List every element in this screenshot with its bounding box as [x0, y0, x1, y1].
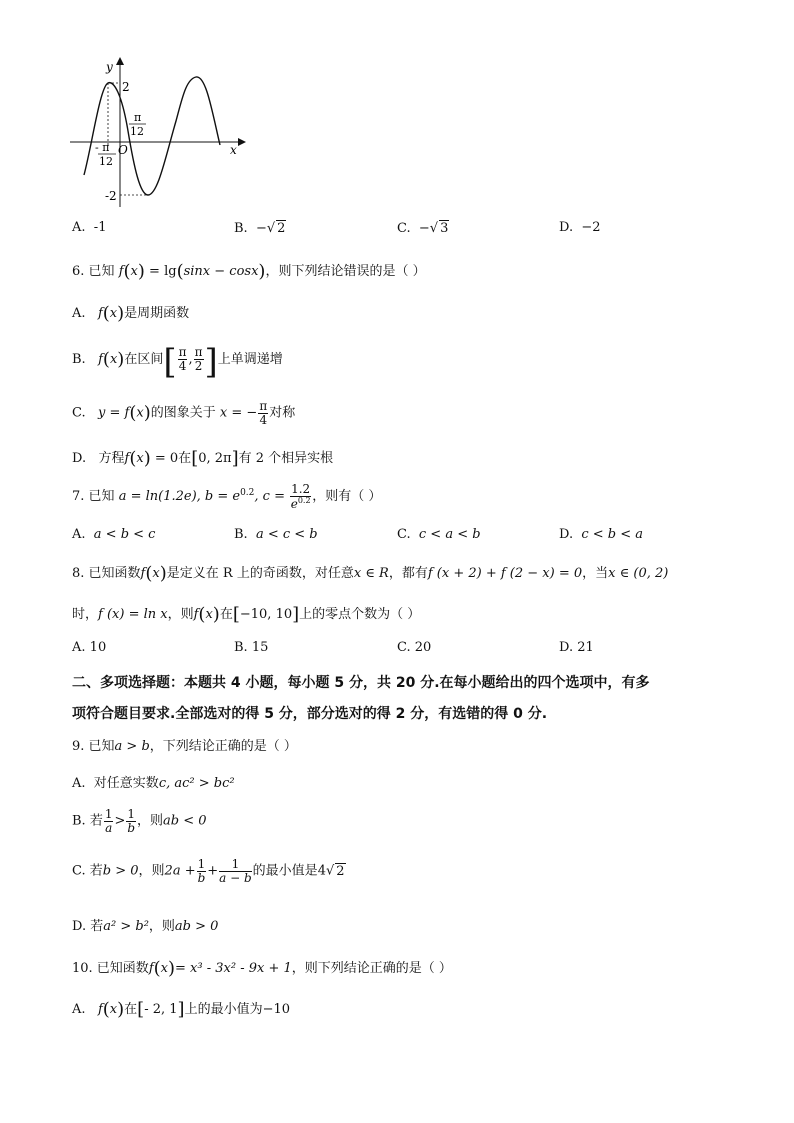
q5-option-d: D. −2 [559, 220, 601, 235]
neg-pi12-num: - π [95, 141, 110, 154]
q8-stem-line2: 时，f (x) = ln x，则f(x)在[−10, 10]上的零点个数为（ ） [72, 604, 421, 625]
sine-graph [66, 55, 256, 215]
y-min-label: -2 [105, 189, 117, 203]
q6-option-b: B. f(x)在区间[ $\frac{\pi}{4}$ , $\frac{\pi}{2}$ ]上单调递增 [72, 342, 283, 382]
origin-label: O [118, 143, 128, 157]
q8-option-b: B. 15 [234, 640, 269, 655]
q7-option-d: D. c < b < a [559, 527, 644, 542]
section2-line1: 二、多项选择题：本题共 4 小题，每小题 5 分，共 20 分.在每小题给出的四个选项中，有多 [72, 675, 650, 691]
q6-option-a: A. f(x)是周期函数 [72, 303, 190, 324]
y-axis-arrow [116, 57, 124, 65]
frac-1-a: $\frac{1}{a}$ [104, 807, 113, 835]
q7-stem: 7. 已知 a = ln(1.2e), $b = e^{0.2}$, c = $\frac{1.2}{e^{0.2}}$ ，则有（ ） [72, 482, 382, 511]
frac-pi-4: $\frac{\pi}{4}$ [178, 345, 187, 373]
frac-c: $\frac{1.2}{e^{0.2}}$ [290, 482, 311, 511]
q6-option-c: C. y = f(x)的图象关于 x = − $\frac{\pi}{4}$ 对称 [72, 399, 296, 427]
q5-option-c: C. −√ 3 [397, 221, 449, 236]
y-max-label: 2 [122, 80, 130, 94]
frac-pi-2: $\frac{\pi}{2}$ [194, 345, 203, 373]
q9-option-c: C. 若b > 0，则2a + $\frac{1}{b}$ + $\frac{1}{a - b}$ 的最小值是4√ 2 [72, 857, 345, 885]
neg-pi12-den: 12 [99, 155, 113, 168]
q10-stem: 10. 已知函数f(x)= x³ - 3x² - 9x + 1，则下列结论正确的是（ ） [72, 958, 452, 979]
q8-option-d: D. 21 [559, 640, 594, 655]
q8-option-c: C. 20 [397, 640, 432, 655]
q5-option-a: A. -1 [72, 220, 107, 235]
x-axis-arrow [238, 138, 246, 146]
q7-option-b: B. a < c < b [234, 527, 318, 542]
frac-pi-4-c: $\frac{\pi}{4}$ [259, 399, 268, 427]
q9-option-d: D. 若a² > b²，则ab > 0 [72, 919, 219, 934]
frac-1-a-minus-b: $\frac{1}{a - b}$ [219, 857, 252, 885]
y-axis-label: y [106, 60, 113, 74]
q7-option-a: A. a < b < c [72, 527, 156, 542]
q9-option-b: B. 若 $\frac{1}{a}$ > $\frac{1}{b}$ ，则ab < 0 [72, 807, 207, 835]
pi12-num: π [134, 111, 142, 124]
sine-curve [84, 77, 220, 195]
q10-option-a: A. f(x)在[- 2, 1]上的最小值为−10 [72, 999, 291, 1020]
section2-line2: 项符合题目要求.全部选对的得 5 分，部分选对的得 2 分，有选错的得 0 分. [72, 706, 548, 722]
pi12-den: 12 [130, 125, 144, 138]
q6-option-d: D. 方程f(x) = 0在[0, 2π]有 2 个相异实根 [72, 448, 334, 469]
q5-option-b: B. −√ 2 [234, 221, 286, 236]
x-axis-label: x [230, 143, 237, 157]
q9-stem: 9. 已知a > b，下列结论正确的是（ ） [72, 739, 297, 754]
q8-stem-line1: 8. 已知函数f(x)是定义在 R 上的奇函数，对任意x ∈ R，都有f (x + 2) + f (2 − x) = 0，当x ∈ (0, 2) [72, 563, 669, 584]
frac-1-b-c: $\frac{1}{b}$ [197, 857, 206, 885]
q7-option-c: C. c < a < b [397, 527, 481, 542]
q9-option-a: A. 对任意实数c, ac² > bc² [72, 776, 235, 791]
q8-option-a: A. 10 [72, 640, 107, 655]
q6-stem: 6. 已知 f(x) = lg(sinx − cosx)，则下列结论错误的是（ ） [72, 261, 426, 282]
frac-1-b: $\frac{1}{b}$ [127, 807, 136, 835]
